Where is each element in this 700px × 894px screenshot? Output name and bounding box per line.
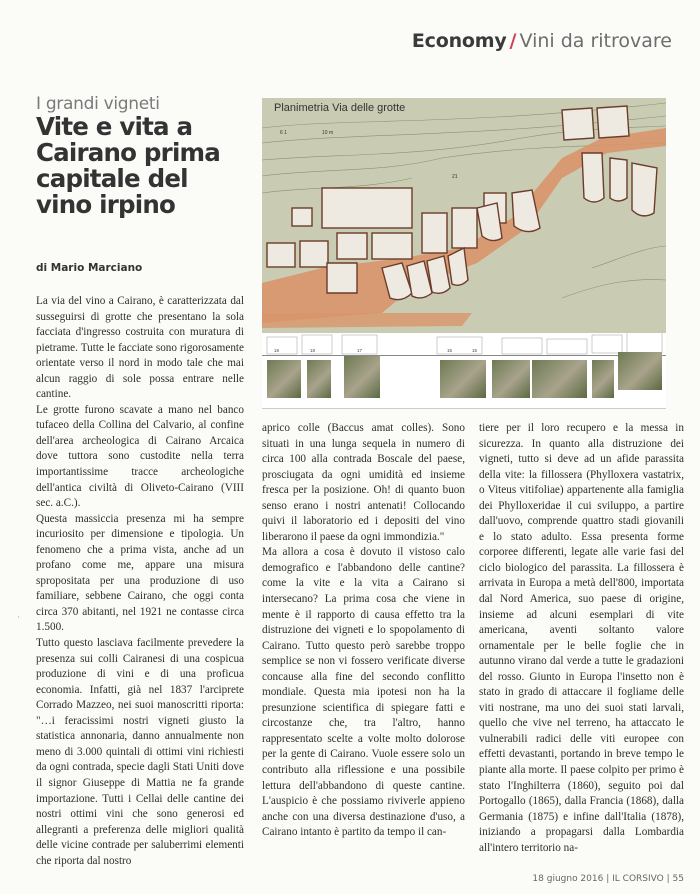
svg-text:21: 21 [452, 174, 458, 180]
page-footer [532, 874, 684, 884]
cellar-photo [307, 360, 331, 398]
plan-scale-label: 10 m [322, 130, 334, 136]
section-name: Economy [411, 30, 507, 52]
issue-date: 18 giugno 2016 [532, 874, 604, 884]
elevation-drawing [262, 333, 666, 356]
site-plan-figure [262, 98, 666, 409]
paragraph: tiere per il loro recupero e la messa in sicurezza. In quanto alla distruzione dei vigneti, tutto si deve ad un afide parassita della vite: la fillossera (Phylloxera vastatrix, o Viteus vitifoliae) appartenente alla famiglia dei Phylloxeridae il cui sviluppo, a partire dall'uovo, comprende quattro stadi giovanili e lo stato adulto. Essa presenta forme corporee differenti, legate alle varie fasi del ciclo biologico del parassita. La fillossera è arrivata in Europa a metà dell'800, importata dal Nord America, suo paese di origine, insieme ad alcuni esemplari di vite americana, aventi soltanto valore ornamentale per le belle foglie che in autunno virano dal verde a tutte le gradazioni del rosso. Giunto in Europa l'insetto non è stato in grado di attaccare il fogliame delle viti nostrane, ma uno dei suoi stati larvali, quello che vive nel terreno, ha attaccato le vulnerabili radici delle viti europee con effetti devastanti, portando in breve tempo le piante alla morte. Il paese colpito per primo è stato l'Inghilterra (1860), seguito poi dal Portogallo (1865), dalla Francia (1868), dalla Germania (1875) e infine dall'Italia (1878), iniziando a propagarsi dalla Lombardia all'intero territorio na- [479, 422, 684, 854]
plan-scale-label: 6 1 [280, 130, 287, 136]
elevation-label: 17 [357, 348, 363, 353]
paragraph: aprico colle (Baccus amat colles). Sono situati in una lunga sequela in numero di circa 100 alla contrada Boscale del paese, prosciugata da ogni umidità ed insieme fresca per la posizione. Oh! di quanto buon senso erano i nostri antenati! Collocando quivi il laboratorio ed i depositi del vino liberarono il paese da ogni immondizia." [262, 422, 465, 543]
cellar-photo [592, 360, 614, 398]
paragraph: Ma allora a cosa è dovuto il vistoso calo demografico e l'abbandono delle cantine? come la vite e la vita a Cairano si intersecano? La prima cosa che viene in mente è il rapporto di causa effetto tra la distruzione dei vigneti e lo spopolamento di Cairano. Tutto questo però sarebbe troppo semplice se non vi fossero verificate diverse concause alla fine del secondo conflitto mondiale. Questa mia ipotesi non ha la presunzione scientifica di spiegare fatti e circostanze che, tra l'altro, hanno rappresentato scelte a volte molto dolorose per la gente di Cairano. Vuole essere solo un contributo alla riflessione e una possibile lettura dell'abbandono di queste cantine. L'auspicio è che possiamo riviverle appieno anche con una diversa destinazione d'uso, a Cairano intanto è partito da tempo il can- [262, 546, 465, 839]
paragraph: Tutto questo lasciava facilmente prevedere la presenza sui colli Cairanesi di una cospicua produzione di vini e di una proficua economia. Infatti, già nel 1837 l'arciprete Corrado Mazzeo, nei suoi manoscritti riporta: "…i feracissimi nostri vigneti giusto la statistica annonaria, danno annualmente non meno di 3.000 quintali di ottimi vini richiesti da ogni contrada, specie dagli Stati Uniti dove il signor Giuseppe di Mattia ne fa grande importazione. Tutti i Cellai delle cantine dei nostri ottimi vini che sono generosi ed allegranti a preferenza delle migliori qualità delle vicine contrade per saluberrimi elementi che riporta dal nostro [36, 637, 244, 867]
cellar-photo [492, 360, 530, 398]
cellar-photo [267, 360, 301, 398]
text-column-3 [479, 421, 684, 856]
text-column-1 [36, 294, 244, 869]
cellar-photo [618, 352, 662, 390]
cellar-photos [262, 360, 666, 408]
cellar-photo [344, 356, 380, 398]
page-number: 55 [672, 874, 684, 884]
plan-title: Planimetria Via delle grotte [274, 102, 406, 114]
section-separator: / [509, 30, 517, 52]
article-byline: di Mario Marciano [36, 262, 143, 274]
paragraph: Le grotte furono scavate a mano nel banco tufaceo della Collina del Calvario, al confine dell'area archeologica di Cairano Arcaica dove tuttora sono custodite nella terra importantissime tracce archeologiche dell'antica civiltà di Oliveto-Cairano (VIII sec. a.C.). [36, 403, 244, 510]
site-plan-map [262, 98, 666, 333]
footer-separator: | [666, 874, 670, 884]
margin-mark: ' [18, 616, 20, 623]
paragraph: La via del vino a Cairano, è caratterizzata dal susseguirsi di grotte che presentano la sola facciata d'ingresso costruita con muratura di pietrame. Tutte le facciate sono rigorosamente orientate verso il nord in modo tale che mai alcun raggio di sole possa entrare nelle cantine. [36, 295, 244, 401]
elevation-label: 15 [447, 348, 453, 353]
paragraph: Questa massiccia presenza mi ha sempre incuriosito per dimensione e tipologia. Un fenomeno che a prima vista, anche ad un profano come me, appare una misura spropositata per una produzione di uso familiare, sebbene Cairano, che oggi conta circa 370 abitanti, nel 1921 ne contasse circa 1.500. [36, 512, 244, 634]
elevation-label: 15 [472, 348, 478, 353]
cellar-photo [532, 360, 587, 398]
elevation-label: 18 [274, 348, 280, 353]
elevation-lines [262, 333, 666, 355]
subsection-name: Vini da ritrovare [519, 30, 672, 52]
article-title: Vite e vita a Cairano prima capitale del vino irpino [36, 112, 221, 219]
publication-name: IL CORSIVO [612, 874, 664, 884]
cellar-photo [440, 360, 486, 398]
section-header [412, 30, 672, 52]
elevation-label: 18 [310, 348, 316, 353]
article-kicker: I grandi vigneti [36, 94, 160, 114]
footer-separator: | [606, 874, 610, 884]
text-column-2 [262, 421, 465, 841]
